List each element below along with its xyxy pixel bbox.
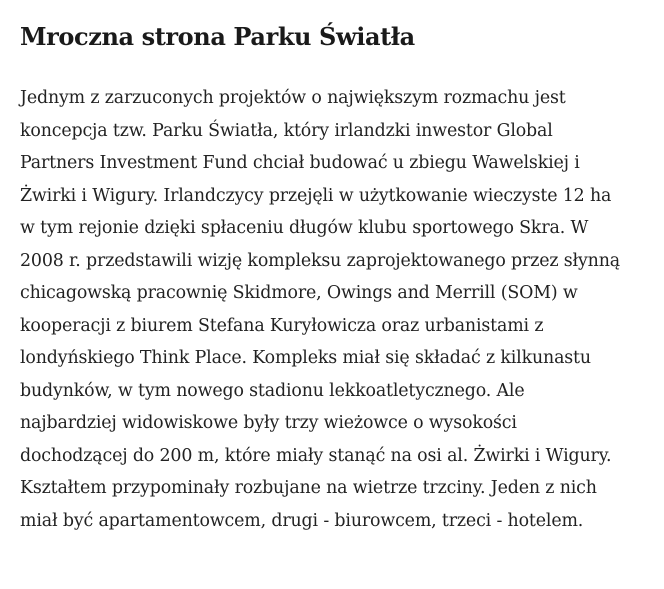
article: [20, 22, 656, 537]
paragraph-line: budynków, w tym nowego stadionu lekkoatletycznego. Ale: [20, 380, 525, 401]
paragraph-line: dochodzącej do 200 m, które miały stanąć na osi al. Żwirki i Wigury.: [20, 445, 612, 466]
paragraph-line: Kształtem przypominały rozbujane na wietrze trzciny. Jeden z nich: [20, 478, 597, 498]
paragraph-line: londyńskiego Think Place. Kompleks miał się składać z kilkunastu: [20, 348, 591, 368]
paragraph-line: chicagowską pracownię Skidmore, Owings and Merrill (SOM) w: [20, 283, 578, 303]
paragraph-line: kooperacji z biurem Stefana Kuryłowicza oraz urbanistami z: [20, 315, 544, 336]
paragraph-line: najbardziej widowiskowe były trzy wieżowce o wysokości: [20, 413, 517, 433]
paragraph-line: Jednym z zarzuconych projektów o największym rozmachu jest: [20, 88, 566, 108]
paragraph-line: miał być apartamentowcem, drugi - biurowcem, trzeci - hotelem.: [20, 510, 584, 531]
paragraph-line: w tym rejonie dzięki spłaceniu długów klubu sportowego Skra. W: [20, 218, 589, 238]
paragraph-line: 2008 r. przedstawili wizję kompleksu zaprojektowanego przez słynną: [20, 250, 621, 271]
paragraph-line: Partners Investment Fund chciał budować u zbiegu Wawelskiej i: [20, 153, 580, 173]
paragraph-line: Żwirki i Wigury. Irlandczycy przejęli w użytkowanie wieczyste 12 ha: [20, 185, 612, 206]
article-paragraph: [20, 82, 656, 537]
paragraph-line: koncepcja tzw. Parku Światła, który irlandzki inwestor Global: [20, 120, 553, 141]
article-headline: Mroczna strona Parku Światła: [20, 22, 415, 51]
